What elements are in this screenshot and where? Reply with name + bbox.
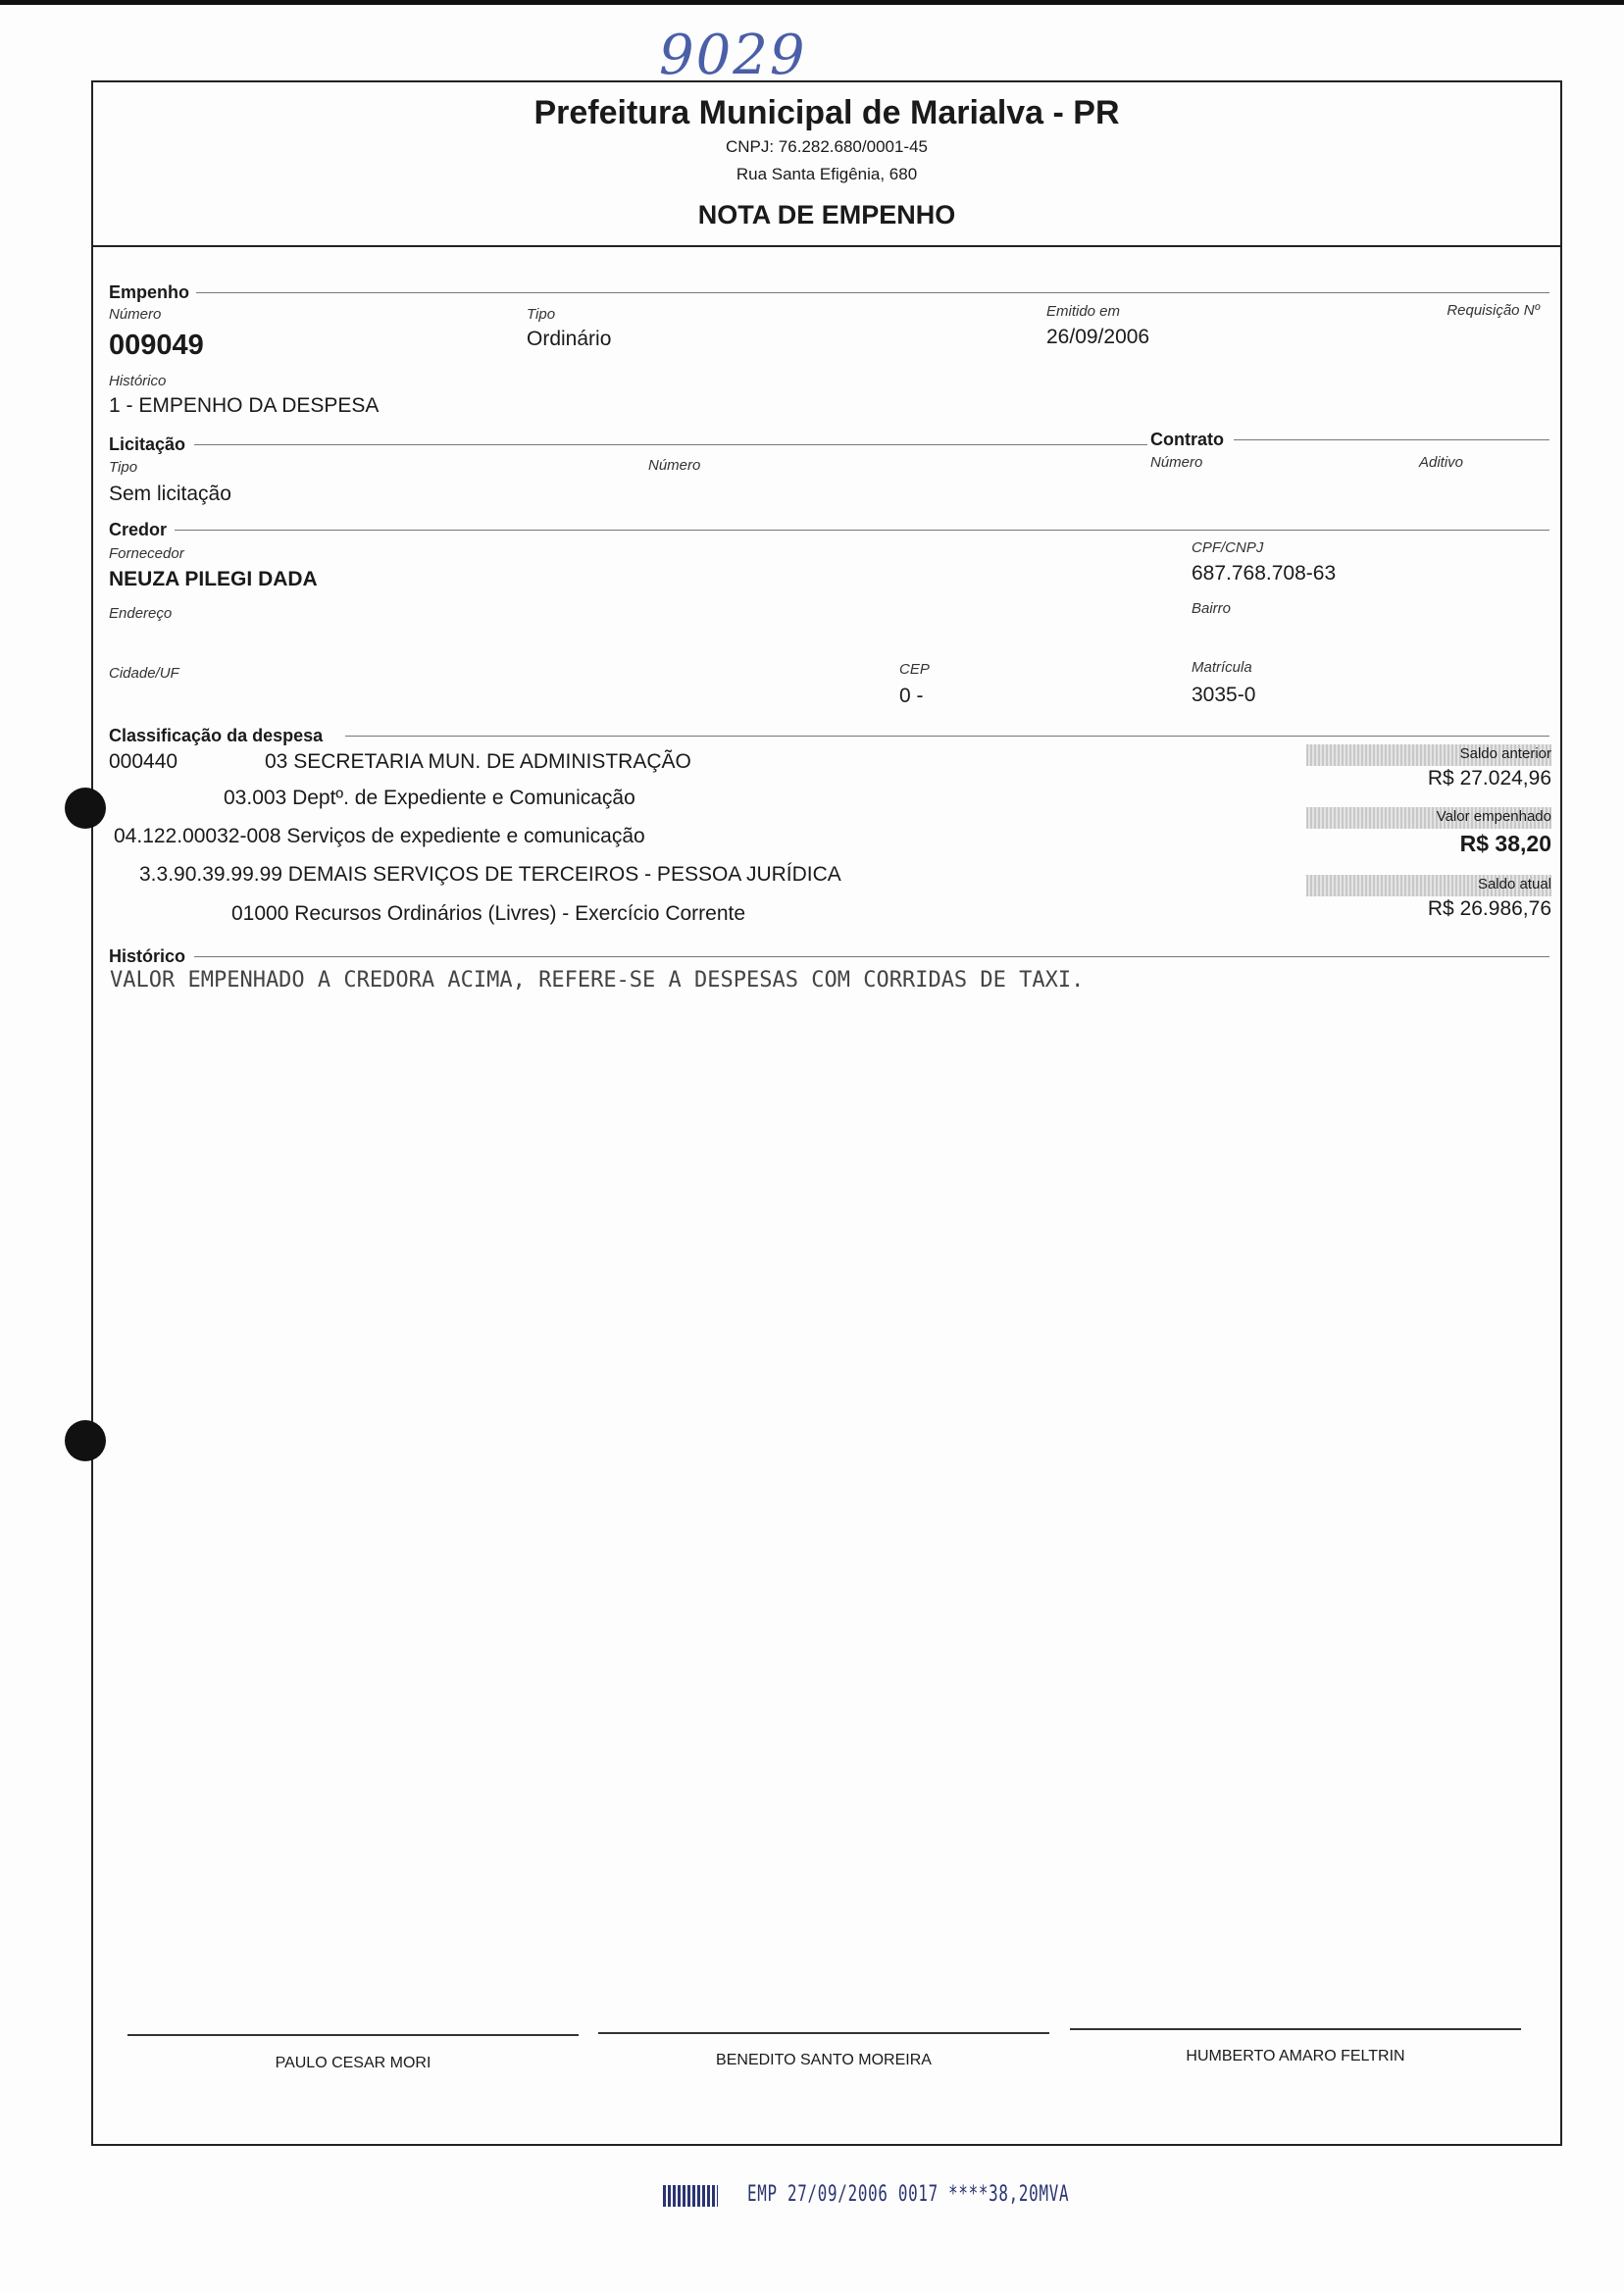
contrato-aditivo-label: Aditivo <box>1419 454 1464 471</box>
emitido-label: Emitido em <box>1046 303 1121 320</box>
saldo-atual-label: Saldo atual <box>1477 876 1551 892</box>
matricula-label: Matrícula <box>1192 659 1252 676</box>
empenho-numero-label: Número <box>109 306 162 323</box>
licitacao-tipo: Sem licitação <box>109 483 231 505</box>
cep-label: CEP <box>899 661 930 678</box>
saldo-anterior-value: R$ 27.024,96 <box>1427 767 1551 790</box>
org-address: Rua Santa Efigênia, 680 <box>736 165 918 183</box>
historico-section-title: Histórico <box>109 946 186 966</box>
empenho-tipo-label: Tipo <box>527 306 556 323</box>
divider <box>1234 439 1549 440</box>
punch-hole <box>65 1420 106 1461</box>
divider <box>175 530 1549 531</box>
bairro-label: Bairro <box>1192 600 1232 617</box>
contrato-section-title: Contrato <box>1150 430 1224 449</box>
empenho-historico-label: Histórico <box>109 373 167 389</box>
signature-line <box>1070 2028 1521 2030</box>
cpf-value: 687.768.708-63 <box>1192 562 1337 585</box>
divider <box>345 736 1549 737</box>
licitacao-numero-label: Número <box>648 457 701 474</box>
contrato-numero-label: Número <box>1150 454 1203 471</box>
emitido-date: 26/09/2006 <box>1046 326 1150 348</box>
empenho-tipo: Ordinário <box>527 328 612 350</box>
classificacao-fonte: 01000 Recursos Ordinários (Livres) - Exercício Corrente <box>231 902 746 925</box>
fornecedor-name: NEUZA PILEGI DADA <box>109 568 318 590</box>
classificacao-unidade: 03.003 Deptº. de Expediente e Comunicação <box>224 787 635 809</box>
classificacao-codigo: 000440 <box>109 750 178 773</box>
signatory-1: PAULO CESAR MORI <box>275 2055 431 2071</box>
saldo-anterior-label: Saldo anterior <box>1459 745 1551 762</box>
divider <box>194 444 1147 445</box>
saldo-atual-value: R$ 26.986,76 <box>1427 897 1551 920</box>
document-title: NOTA DE EMPENHO <box>697 200 956 229</box>
classificacao-section-title: Classificação da despesa <box>109 726 324 745</box>
org-name: Prefeitura Municipal de Marialva - PR <box>533 94 1120 131</box>
licitacao-tipo-label: Tipo <box>109 459 138 476</box>
classificacao-funcional: 04.122.00032-008 Serviços de expediente e comunicação <box>114 825 645 847</box>
valor-empenhado-label: Valor empenhado <box>1436 808 1551 825</box>
signatory-3: HUMBERTO AMARO FELTRIN <box>1186 2048 1405 2064</box>
signatory-2: BENEDITO SANTO MOREIRA <box>716 2052 932 2068</box>
historico-text: VALOR EMPENHADO A CREDORA ACIMA, REFERE-SE A DESPESAS COM CORRIDAS DE TAXI. <box>110 968 1085 993</box>
requisicao-label: Requisição Nº <box>1446 302 1540 319</box>
classificacao-orgao: 03 SECRETARIA MUN. DE ADMINISTRAÇÃO <box>265 750 691 773</box>
cep-value: 0 - <box>899 685 924 707</box>
document-frame <box>91 80 1562 2146</box>
validation-stamp: EMP 27/09/2006 0017 ****38,20MVA <box>747 2182 1070 2207</box>
divider <box>196 292 1549 293</box>
handwritten-page-number: 9029 <box>659 24 807 87</box>
signature-line <box>598 2032 1049 2034</box>
divider <box>194 956 1549 957</box>
empenho-section-title: Empenho <box>109 282 190 302</box>
punch-hole <box>65 788 106 829</box>
endereco-label: Endereço <box>109 605 173 622</box>
org-cnpj: CNPJ: 76.282.680/0001-45 <box>725 137 929 156</box>
valor-empenhado-value: R$ 38,20 <box>1459 831 1551 856</box>
matricula-value: 3035-0 <box>1192 684 1256 706</box>
cpf-label: CPF/CNPJ <box>1192 539 1264 556</box>
signature-line <box>127 2034 579 2036</box>
classificacao-elemento: 3.3.90.39.99.99 DEMAIS SERVIÇOS DE TERCEIROS - PESSOA JURÍDICA <box>139 863 841 886</box>
empenho-numero: 009049 <box>109 330 204 361</box>
empenho-historico: 1 - EMPENHO DA DESPESA <box>109 394 380 417</box>
document-header <box>91 80 1562 247</box>
licitacao-section-title: Licitação <box>109 434 186 454</box>
credor-section-title: Credor <box>109 520 168 539</box>
top-edge-bar <box>0 0 1624 5</box>
fornecedor-label: Fornecedor <box>109 545 184 562</box>
cidade-label: Cidade/UF <box>109 665 179 682</box>
stamp-logo <box>663 2185 718 2207</box>
